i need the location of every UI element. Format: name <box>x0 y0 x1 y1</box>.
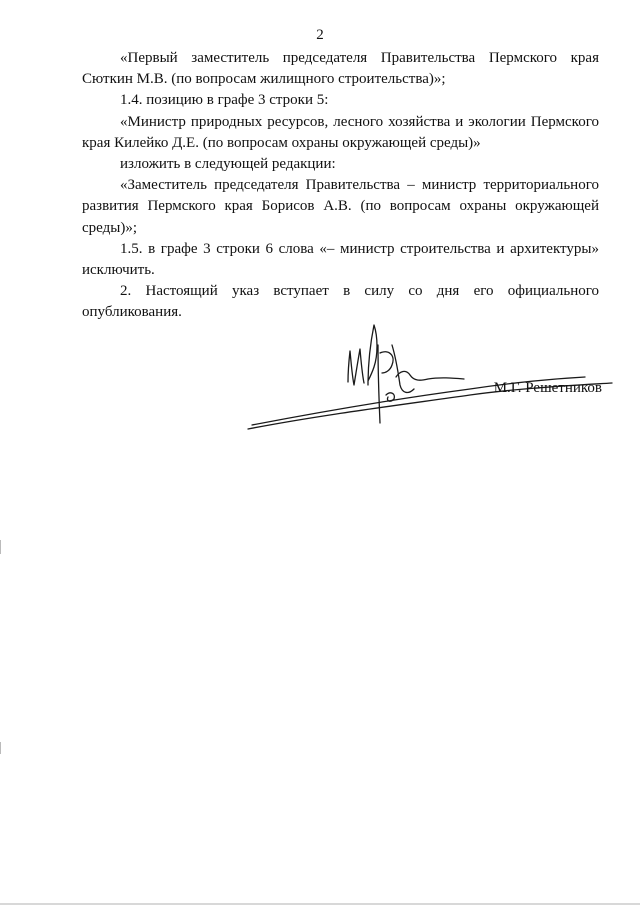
page-number: 2 <box>316 27 324 43</box>
paragraph-item-1-4: 1.4. позицию в графе 3 строки 5: <box>120 92 329 109</box>
signature-block <box>240 315 620 435</box>
paragraph-item-1-5: 1.5. в графе 3 строки 6 слова «– министр строительства и архитектуры» исключить. <box>82 240 599 279</box>
paragraph-minister-kileyko: «Министр природных ресурсов, лесного хозяйства и экологии Пермского края Килейко Д.Е. (по вопросам охраны окружающей среды)» <box>82 113 599 151</box>
paragraph-new-wording: изложить в следующей редакции: <box>120 156 336 173</box>
paragraph-deputy-borisov: «Заместитель председателя Правительства – министр территориального развития Пермского края Борисов А.В. (по вопросам охраны окружающей среды)»; <box>82 177 599 236</box>
handwritten-signature-icon <box>240 315 620 435</box>
paragraph-first-deputy-syutkin: «Первый заместитель председателя Правительства Пермского края Сюткин М.В. (по вопросам жилищного строительства)»; <box>82 50 599 88</box>
document-body <box>82 48 599 324</box>
paragraph-decree-effective: 2. Настоящий указ вступает в силу со дня его официального опубликования. <box>82 283 599 321</box>
signatory-name: М.Г. Решетников <box>493 380 602 396</box>
scan-edge-mark-lower <box>0 742 1 754</box>
scan-edge-mark-upper <box>0 540 1 554</box>
